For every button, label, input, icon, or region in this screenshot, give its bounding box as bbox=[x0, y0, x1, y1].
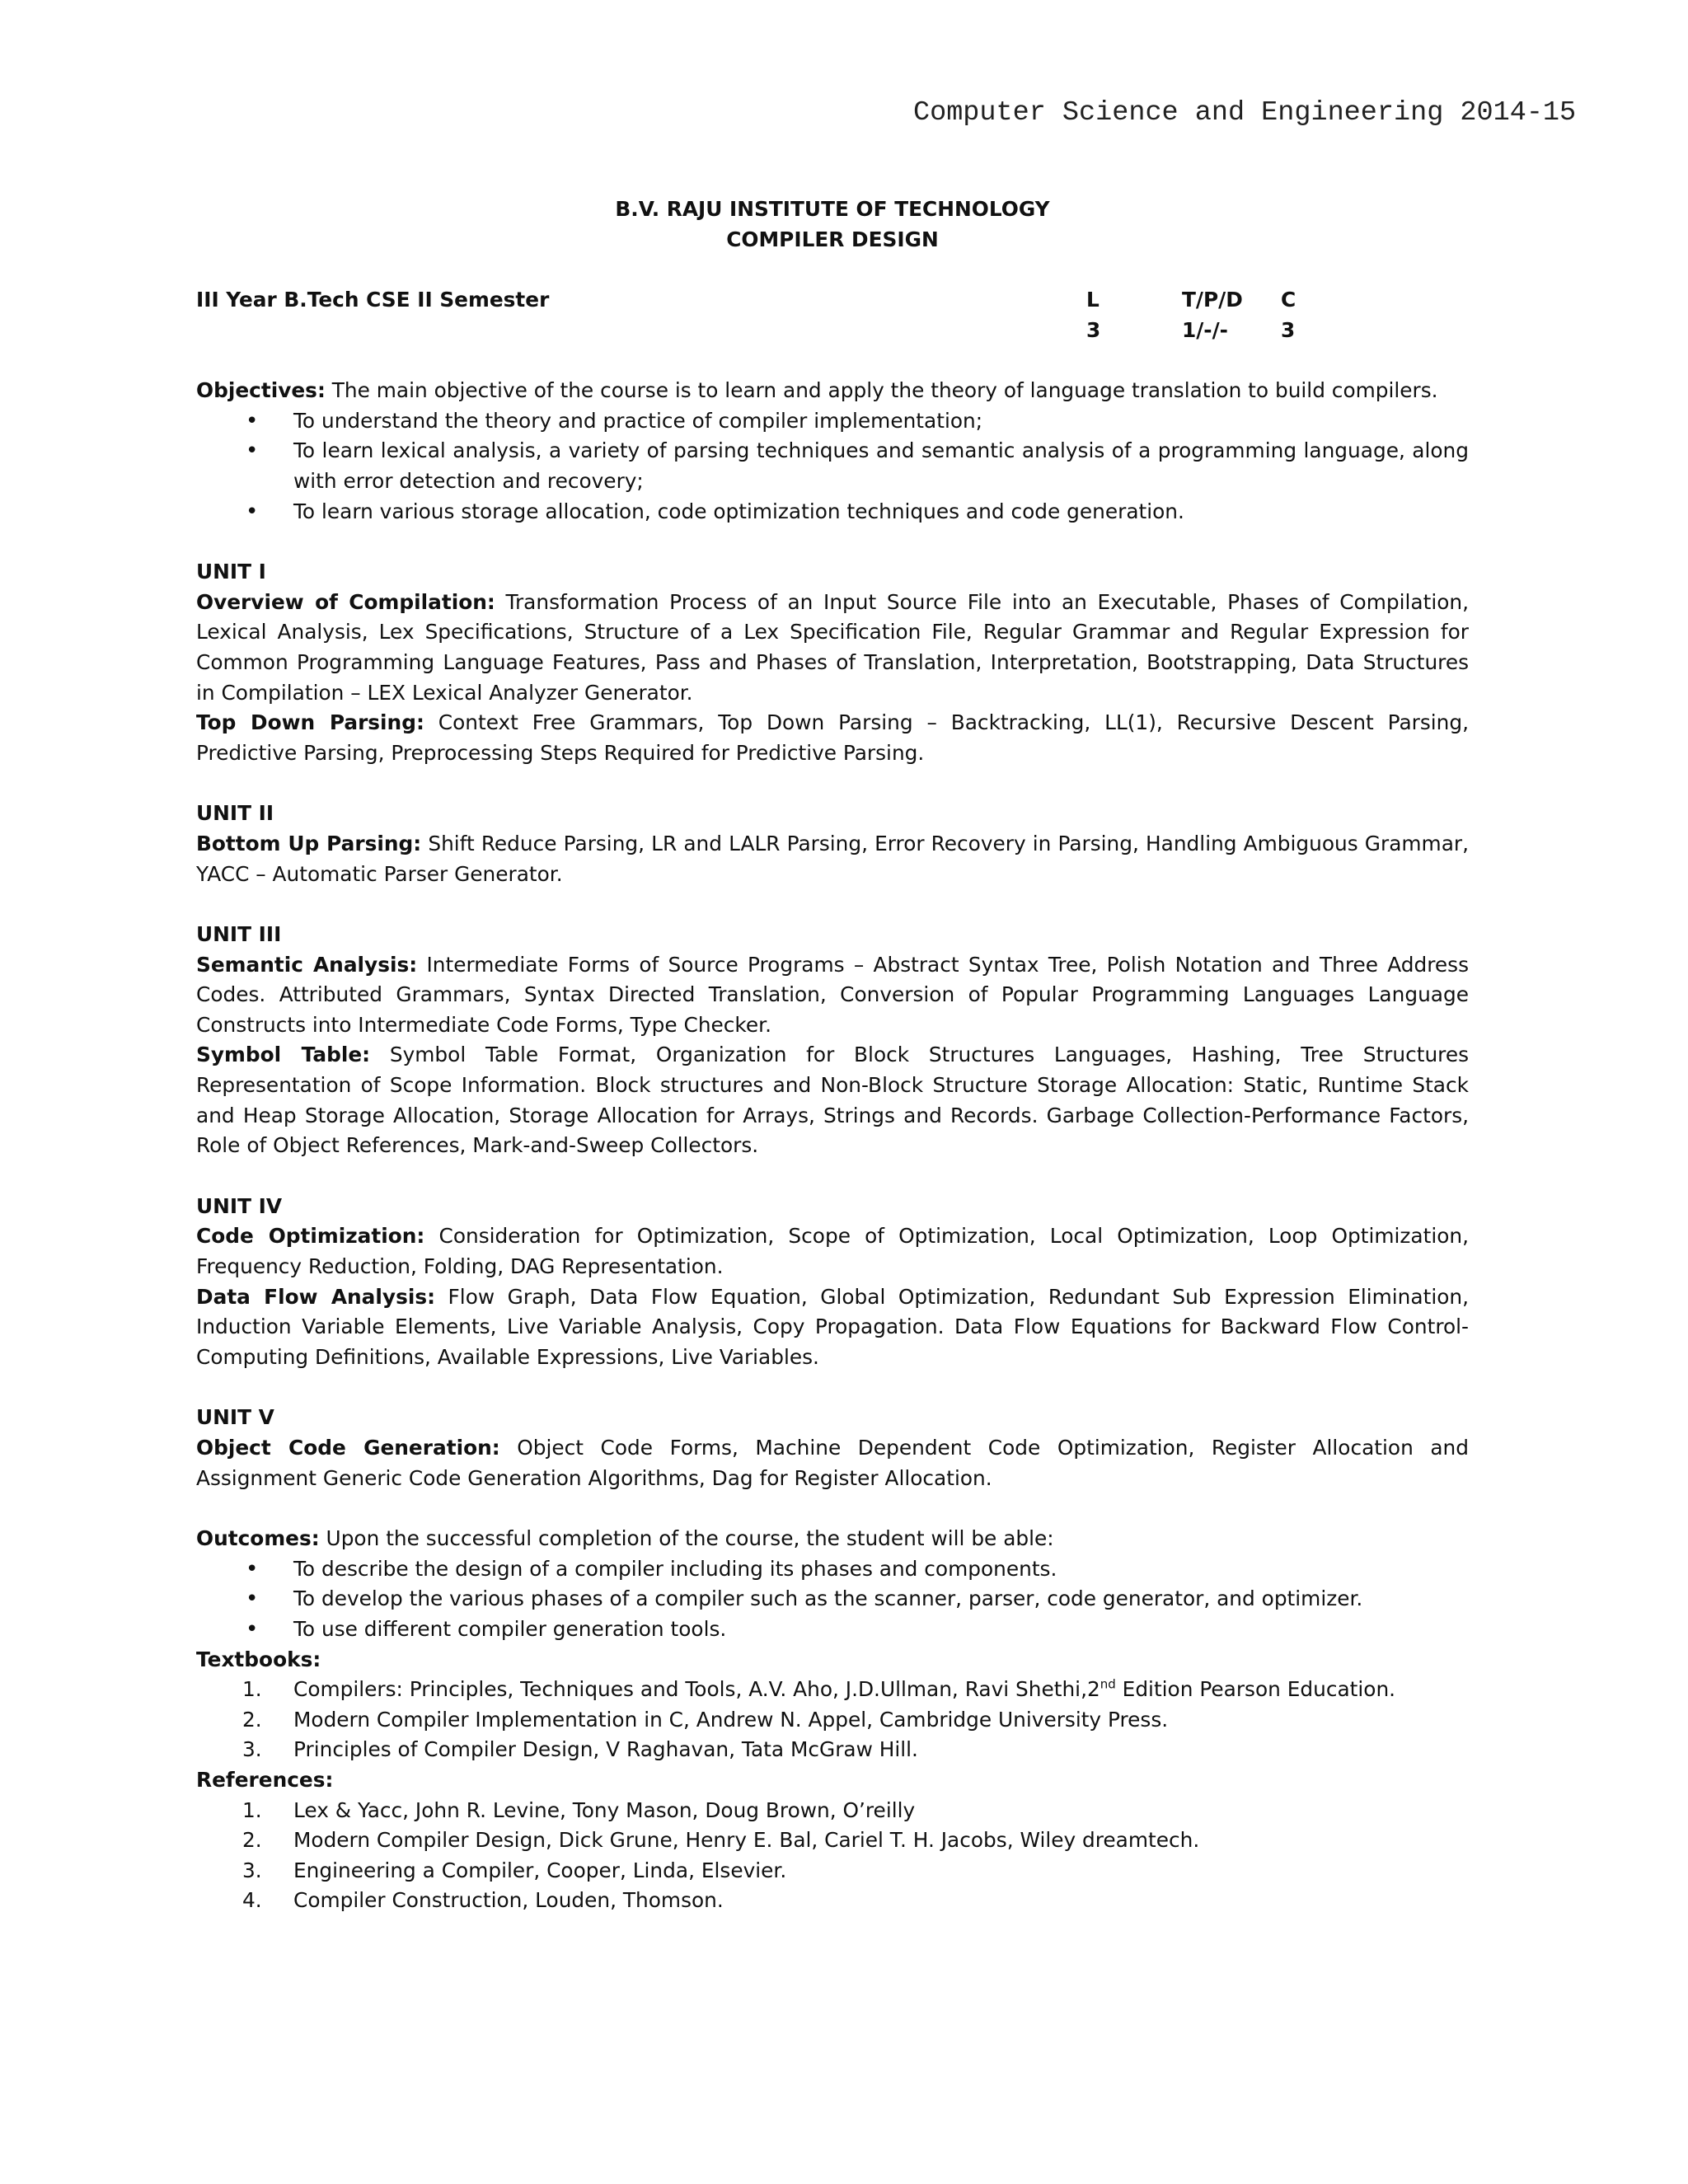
topic-label: Data Flow Analysis: bbox=[196, 1284, 436, 1309]
col-tpd bbox=[1182, 285, 1243, 345]
list-item: • To learn lexical analysis, a variety of parsing techniques and semantic analysis of a programming language, along with error detection and recovery; bbox=[293, 436, 1469, 496]
item-text: Modern Compiler Design, Dick Grune, Henry E. Bal, Cariel T. H. Jacobs, Wiley dreamtech. bbox=[293, 1828, 1200, 1853]
col-l-value: 3 bbox=[1086, 317, 1101, 342]
unit-title: UNIT I bbox=[196, 560, 266, 584]
item-text: Principles of Compiler Design, V Raghavan, Tata McGraw Hill. bbox=[293, 1737, 918, 1762]
list-item bbox=[242, 1825, 1469, 1856]
item-number: 3. bbox=[242, 1737, 262, 1762]
document-body bbox=[196, 194, 1469, 1916]
item-text-cont: Edition Pearson Education. bbox=[1115, 1677, 1396, 1702]
objectives-label: Objectives: bbox=[196, 378, 326, 403]
list-item bbox=[242, 1886, 1469, 1916]
references-list bbox=[196, 1796, 1469, 1916]
course-title: COMPILER DESIGN bbox=[726, 227, 939, 251]
list-item bbox=[242, 1796, 1469, 1826]
topic-text: Flow Graph, Data Flow Equation, Global Optimization, Redundant Sub Expression Elimination, Induction Variable Elements, Live Variable Analysis, Copy Propagation. Data Flow Equations for Backward Flow Control-Computing Definitions, Available Expressions, Live Variables. bbox=[196, 1284, 1469, 1369]
topic-label: Overview of Compilation: bbox=[196, 589, 495, 614]
item-text: Lex & Yacc, John R. Levine, Tony Mason, Doug Brown, O’reilly bbox=[293, 1797, 916, 1822]
semester-row bbox=[196, 285, 1469, 345]
topic-label: Top Down Parsing: bbox=[196, 710, 424, 735]
unit-title: UNIT II bbox=[196, 801, 274, 826]
col-l bbox=[1086, 285, 1100, 345]
outcomes-label: Outcomes: bbox=[196, 1526, 320, 1551]
unit-topic bbox=[196, 1282, 1469, 1373]
textbooks-list bbox=[196, 1675, 1469, 1765]
unit-topic bbox=[196, 1040, 1469, 1160]
item-text: Compilers: Principles, Techniques and Tools, A.V. Aho, J.D.Ullman, Ravi Shethi,2 bbox=[293, 1677, 1100, 1702]
unit-topic bbox=[196, 588, 1469, 708]
unit-title: UNIT IV bbox=[196, 1193, 283, 1218]
item-number: 1. bbox=[242, 1797, 262, 1822]
list-item: • To learn various storage allocation, code optimization techniques and code generation. bbox=[293, 497, 1469, 527]
outcomes-text: Upon the successful completion of the course, the student will be able: bbox=[326, 1526, 1054, 1551]
topic-label: Bottom Up Parsing: bbox=[196, 831, 422, 855]
objectives-list bbox=[196, 406, 1469, 527]
item-number: 2. bbox=[242, 1707, 262, 1732]
topic-text: Transformation Process of an Input Source File into an Executable, Phases of Compilation, Lexical Analysis, Lex Specifications, Structure of a Lex Specification File, Regular Grammar and Regular Expression for Common Programming Language Features, Pass and Phases of Translation, Interpretation, Bootstrapping, Data Structures in Compilation – LEX Lexical Analyzer Generator. bbox=[196, 589, 1469, 705]
institute-title: B.V. RAJU INSTITUTE OF TECHNOLOGY bbox=[615, 197, 1050, 221]
col-c-value: 3 bbox=[1281, 317, 1296, 342]
item-number: 1. bbox=[242, 1677, 262, 1702]
topic-text: Context Free Grammars, Top Down Parsing – Backtracking, LL(1), Recursive Descent Parsing, Predictive Parsing, Preprocessing Steps Required for Predictive Parsing. bbox=[196, 710, 1470, 765]
topic-label: Object Code Generation: bbox=[196, 1436, 500, 1460]
list-item bbox=[242, 1856, 1469, 1886]
list-item: • To understand the theory and practice of compiler implementation; bbox=[293, 406, 1469, 437]
unit-topic bbox=[196, 708, 1469, 768]
topic-label: Semantic Analysis: bbox=[196, 952, 418, 977]
item-text: Engineering a Compiler, Cooper, Linda, Elsevier. bbox=[293, 1858, 787, 1882]
superscript: nd bbox=[1100, 1676, 1116, 1692]
list-item bbox=[242, 1735, 1469, 1765]
col-l-head: L bbox=[1086, 288, 1100, 312]
col-c bbox=[1281, 285, 1296, 345]
item-text: Modern Compiler Implementation in C, Andrew N. Appel, Cambridge University Press. bbox=[293, 1707, 1169, 1732]
list-item: • To use different compiler generation tools. bbox=[293, 1615, 1469, 1645]
item-number: 3. bbox=[242, 1858, 262, 1882]
unit-title: UNIT V bbox=[196, 1405, 274, 1430]
list-item: • To describe the design of a compiler including its phases and components. bbox=[293, 1554, 1469, 1585]
topic-text: Symbol Table Format, Organization for Block Structures Languages, Hashing, Tree Structures Representation of Scope Information. Block structures and Non-Block Structure Storage Allocation: Static, Runtime Stack and Heap Storage Allocation, Storage Allocation for Arrays, Strings and Records. Garbage Collection-Performance Factors, Role of Object References, Mark-and-Sweep Collectors. bbox=[196, 1043, 1469, 1158]
unit-topic bbox=[196, 1433, 1469, 1493]
col-tpd-head: T/P/D bbox=[1182, 288, 1243, 312]
topic-text: Object Code Forms, Machine Dependent Code Optimization, Register Allocation and Assignment Generic Code Generation Algorithms, Dag for Register Allocation. bbox=[196, 1436, 1469, 1490]
col-c-head: C bbox=[1281, 288, 1296, 312]
objectives-paragraph bbox=[196, 376, 1469, 406]
col-tpd-value: 1/-/- bbox=[1182, 317, 1228, 342]
references-label: References: bbox=[196, 1767, 334, 1792]
outcomes-list bbox=[196, 1554, 1469, 1645]
item-number: 4. bbox=[242, 1888, 262, 1913]
item-text: Compiler Construction, Louden, Thomson. bbox=[293, 1888, 724, 1913]
outcomes-paragraph bbox=[196, 1524, 1469, 1554]
unit-topic bbox=[196, 950, 1469, 1041]
unit-title: UNIT III bbox=[196, 922, 282, 947]
topic-text: Consideration for Optimization, Scope of Optimization, Local Optimization, Loop Optimization, Frequency Reduction, Folding, DAG Representation. bbox=[196, 1224, 1469, 1279]
topic-text: Intermediate Forms of Source Programs – Abstract Syntax Tree, Polish Notation and Three Address Codes. Attributed Grammars, Syntax Directed Translation, Conversion of Popular Programming Languages Language Constructs into Intermediate Code Forms, Type Checker. bbox=[196, 952, 1470, 1037]
topic-label: Code Optimization: bbox=[196, 1224, 425, 1249]
list-item: • To develop the various phases of a compiler such as the scanner, parser, code generator, and optimizer. bbox=[293, 1584, 1469, 1615]
objectives-text: The main objective of the course is to learn and apply the theory of language translation to build compilers. bbox=[331, 378, 1438, 403]
unit-topic bbox=[196, 829, 1469, 889]
page-header: Computer Science and Engineering 2014-15 bbox=[913, 97, 1577, 129]
topic-label: Symbol Table: bbox=[196, 1043, 371, 1067]
list-item bbox=[242, 1675, 1469, 1705]
topic-text: Shift Reduce Parsing, LR and LALR Parsing, Error Recovery in Parsing, Handling Ambiguous Grammar, YACC – Automatic Parser Generator. bbox=[196, 831, 1469, 886]
unit-topic bbox=[196, 1221, 1469, 1282]
textbooks-label: Textbooks: bbox=[196, 1647, 321, 1671]
list-item bbox=[242, 1705, 1469, 1736]
item-number: 2. bbox=[242, 1828, 262, 1853]
semester-label: III Year B.Tech CSE II Semester bbox=[196, 288, 550, 312]
